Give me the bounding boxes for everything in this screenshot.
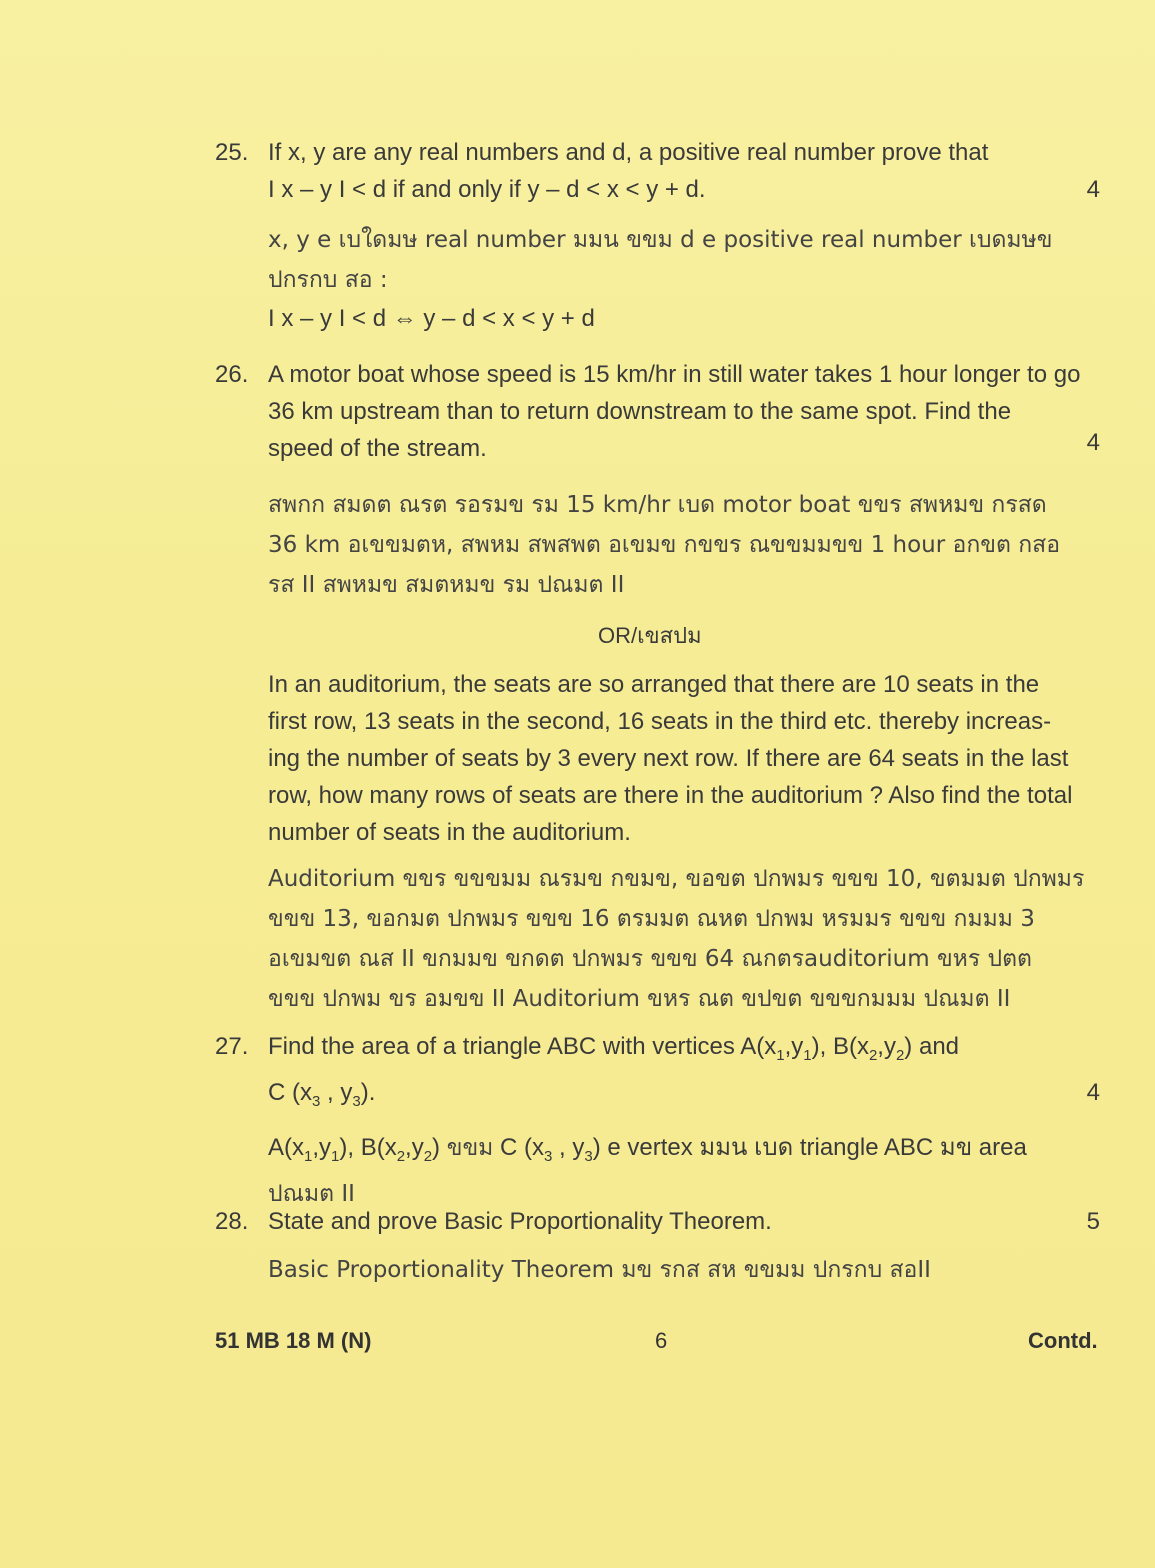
question-26-alternative: [215, 666, 1110, 1019]
question-number: 26.: [215, 361, 249, 388]
question-25: [215, 134, 1110, 337]
q25-local-line1: x, y e เบใดมษ real number มมน ขขม d e positive real number เบดมษข: [268, 227, 1053, 253]
q25-formula: I x – y I < d ⇔ y – d < x < y + d: [268, 305, 595, 332]
q26b-english-line5: number of seats in the auditorium.: [268, 819, 631, 846]
q25-marks: 4: [1086, 176, 1100, 203]
question-26: [215, 356, 1110, 605]
q27-local-line2: ปณมต II: [268, 1181, 355, 1208]
q26b-english-line3: ing the number of seats by 3 every next row. If there are 64 seats in the last: [268, 745, 1069, 772]
q28-local-line1: Basic Proportionality Theorem มข รกส สห ขขมม ปกรกบ สอII: [268, 1257, 931, 1283]
q25-english-line1: If x, y are any real numbers and d, a positive real number prove that: [268, 139, 989, 166]
paper-code: 51 MB 18 M (N): [215, 1328, 372, 1353]
q25-local-line2: ปกรกบ สอ :: [268, 267, 388, 293]
q28-marks: 5: [1086, 1208, 1100, 1235]
question-number: 28.: [215, 1208, 249, 1235]
q26-english-line3: speed of the stream.: [268, 435, 487, 462]
q27-marks: 4: [1086, 1078, 1100, 1106]
question-number: 27.: [215, 1033, 249, 1060]
q26b-local-line3: อเขมขต ณส II ขกมมข ขกดต ปกพมร ขขข 64 ณกตรauditorium ขหร ปตต: [268, 946, 1032, 972]
page-number: 6: [655, 1328, 668, 1353]
q25-english-line2: I x – y I < d if and only if y – d < x < y + d.: [268, 176, 706, 203]
question-27: [215, 1028, 1110, 1214]
q26b-local-line1: Auditorium ขขร ขขขมม ณรมข กขมข, ขอขต ปกพมร ขขข 10, ขตมมต ปกพมร: [268, 866, 1085, 892]
q26-local-line3: รส II สพหมข สมตหมข รม ปณมต II: [268, 572, 625, 598]
question-number: 25.: [215, 139, 249, 166]
question-28: [215, 1203, 1110, 1290]
q26b-local-line2: ขขข 13, ขอกมต ปกพมร ขขข 16 ตรมมต ณหต ปกพม หรมมร ขขข กมมม 3: [268, 906, 1035, 932]
q27-local-line1: $A(x_1,y_1)$, $B(x_2,y_2)$ ขขม C ($x_3$ , $y_3$) e vertex มมน เบด triangle ABC มข area: [268, 1133, 1027, 1165]
or-separator: OR/เขสปม: [598, 623, 702, 648]
q26-local-line2: 36 km อเขขมตห, สพหม สพสพต อเขมข กขขร ณขขมมขข 1 hour อกขต กสอ: [268, 532, 1061, 558]
q26b-english-line4: row, how many rows of seats are there in the auditorium ? Also find the total: [268, 782, 1073, 809]
q26-english-line2: 36 km upstream than to return downstream to the same spot. Find the: [268, 398, 1012, 425]
q26-local-line1: สพกก สมดต ณรต รอรมข รม 15 km/hr เบด motor boat ขขร สพหมข กรสด: [268, 492, 1047, 518]
q28-english-line1: State and prove Basic Proportionality Theorem.: [268, 1208, 772, 1235]
q27-english-line2: C ($x_3$ , $y_3$). 4: [268, 1074, 1110, 1120]
q26b-english-line2: first row, 13 seats in the second, 16 seats in the third etc. thereby increas-: [268, 708, 1052, 735]
q26-english-line1: A motor boat whose speed is 15 km/hr in still water takes 1 hour longer to go: [268, 361, 1081, 388]
q26b-english-line1: In an auditorium, the seats are so arranged that there are 10 seats in the: [268, 671, 1040, 698]
continued-label: Contd.: [1028, 1328, 1098, 1353]
q27-english-line1: Find the area of a triangle ABC with vertices $A(x_1,y_1)$, $B(x_2,y_2)$ and: [268, 1033, 960, 1064]
q26-marks: 4: [1086, 429, 1100, 456]
q26b-local-line4: ขขข ปกพม ขร อมขข II Auditorium ขหร ณต ขปขต ขขขกมมม ปณมต II: [268, 986, 1011, 1012]
